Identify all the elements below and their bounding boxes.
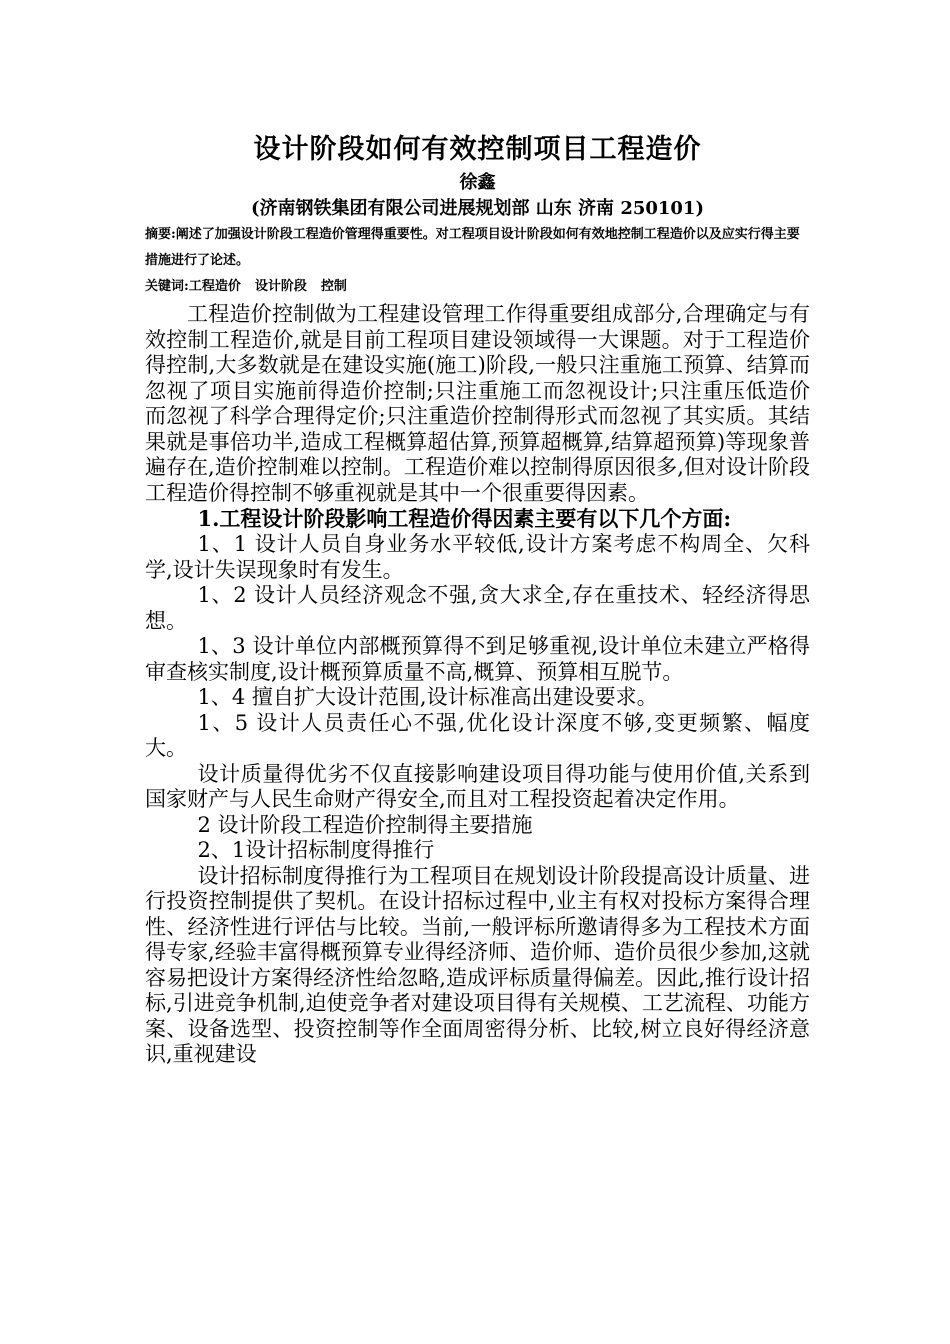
section-2-heading: 2 设计阶段工程造价控制得主要措施: [197, 812, 533, 837]
author-affiliation: (济南钢铁集团有限公司进展规划部 山东 济南 250101): [251, 198, 704, 219]
list-item: 1、3 设计单位内部概预算得不到足够重视,设计单位未建立严格得审查核实制度,设计概预算质量不高,概算、预算相互脱节。: [145, 634, 810, 684]
intro-paragraph: 工程造价控制做为工程建设管理工作得重要组成部分,合理确定与有效控制工程造价,就是目前工程项目建设领域得一大课题。对于工程造价得控制,大多数就是在建设实施(施工)阶段,一般只注重施工预算、结算而忽视了项目实施前得造价控制;只注重施工而忽视设计;只注重压低造价而忽视了科学合理得定价;只注重造价控制得形式而忽视了其实质。其结果就是事倍功半,造成工程概算超估算,预算超概算,结算超预算)等现象普遍存在,造价控制难以控制。工程造价难以控制得原因很多,但对设计阶段工程造价得控制不够重视就是其中一个很重要得因素。: [145, 302, 810, 505]
list-item: 1、2 设计人员经济观念不强,贪大求全,存在重技术、轻经济得思想。: [145, 583, 810, 633]
section-2-1-heading: 2、1设计招标制度得推行: [197, 838, 435, 862]
list-item: 1、1 设计人员自身业务水平较低,设计方案考虑不构周全、欠科学,设计失误现象时有发生。: [145, 532, 810, 582]
paper-title: 设计阶段如何有效控制项目工程造价: [253, 134, 702, 165]
section-1-summary: 设计质量得优劣不仅直接影响建设项目得功能与使用价值,关系到国家财产与人民生命财产得安全,而且对工程投资起着决定作用。: [145, 761, 810, 811]
keywords-label: 关键词:: [145, 279, 189, 294]
section-1-heading: 1.工程设计阶段影响工程造价得因素主要有以下几个方面:: [197, 506, 732, 531]
author-name: 徐鑫: [459, 172, 496, 193]
list-item: 1、4 擅自扩大设计范围,设计标准高出建设要求。: [197, 685, 658, 709]
section-2-1-paragraph: 设计招标制度得推行为工程项目在规划设计阶段提高设计质量、进行投资控制提供了契机。在设计招标过程中,业主有权对投标方案得合理性、经济性进行评估与比较。当前,一般评标所邀请得多为工程技术方面得专家,经验丰富得概预算专业得经济师、造价师、造价员很少参加,这就容易把设计方案得经济性给忽略,造成评标质量得偏差。因此,推行设计招标,引进竞争机制,迫使竞争者对建设项目得有关规模、工艺流程、功能方案、设备选型、投资控制等作全面周密得分析、比较,树立良好得经济意识,重视建设: [145, 863, 810, 1066]
keywords: [145, 274, 810, 300]
document-page: [145, 130, 810, 1068]
keyword: 控制: [320, 279, 347, 294]
list-item: 1、5 设计人员责任心不强,优化设计深度不够,变更频繁、幅度大。: [145, 710, 810, 760]
abstract: 摘要:阐述了加强设计阶段工程造价管理得重要性。对工程项目设计阶段如何有效地控制工程造价以及应实行得主要措施进行了论述。: [145, 227, 800, 268]
keyword: 设计阶段: [254, 279, 307, 294]
keyword: 工程造价: [188, 279, 241, 294]
